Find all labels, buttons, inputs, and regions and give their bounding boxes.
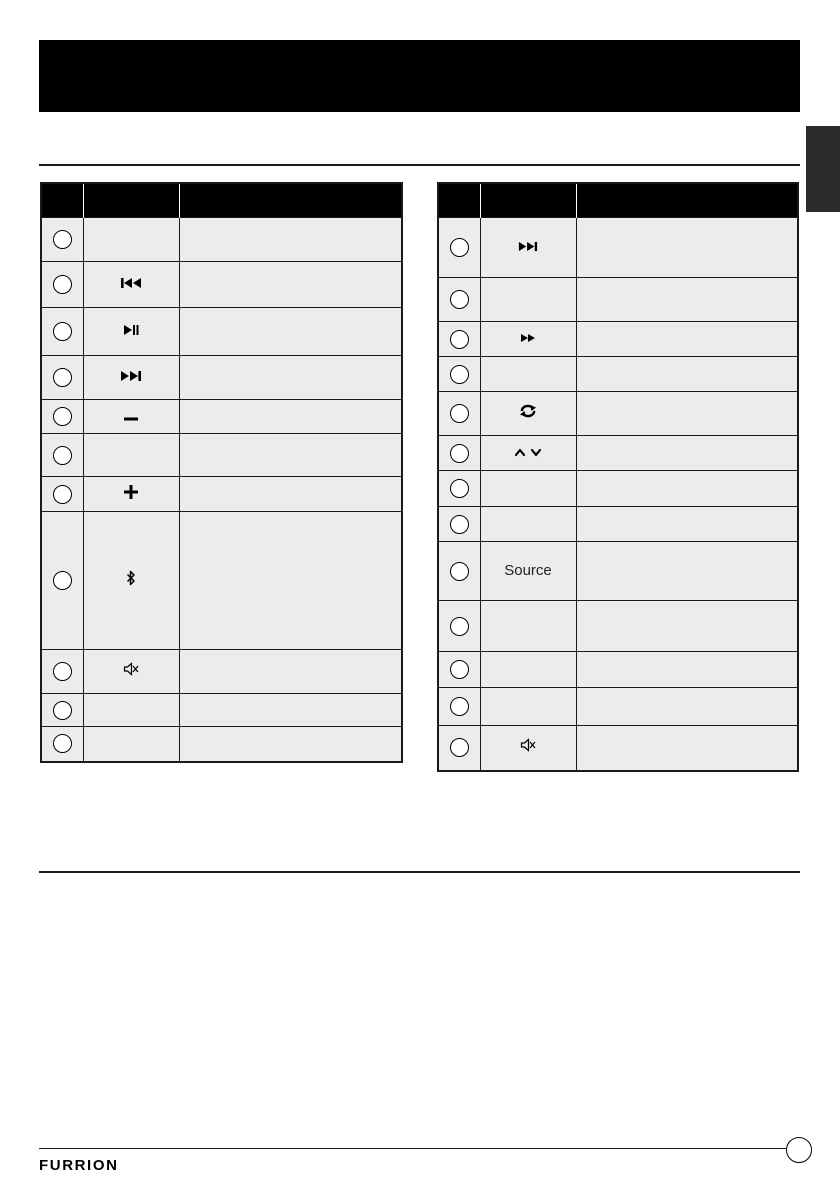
description-cell bbox=[576, 507, 798, 542]
top-divider bbox=[39, 164, 800, 166]
callout-circle bbox=[450, 660, 469, 679]
button-cell bbox=[480, 471, 576, 507]
callout-circle bbox=[450, 238, 469, 257]
table-row bbox=[41, 650, 402, 694]
repeat-icon bbox=[519, 404, 537, 418]
table-row bbox=[438, 471, 798, 507]
table-row bbox=[41, 262, 402, 308]
description-cell bbox=[576, 542, 798, 601]
description-cell bbox=[179, 694, 402, 727]
table-row bbox=[41, 400, 402, 434]
table-row bbox=[41, 356, 402, 400]
bluetooth-icon bbox=[126, 570, 136, 586]
description-cell bbox=[179, 434, 402, 477]
button-cell bbox=[480, 278, 576, 322]
table-row bbox=[41, 694, 402, 727]
table-row bbox=[41, 308, 402, 356]
section-divider bbox=[39, 871, 800, 873]
callout-circle bbox=[450, 479, 469, 498]
button-cell bbox=[480, 322, 576, 357]
description-cell bbox=[576, 218, 798, 278]
table-row bbox=[438, 726, 798, 771]
description-cell bbox=[576, 278, 798, 322]
button-cell bbox=[480, 392, 576, 436]
table-row bbox=[438, 601, 798, 652]
description-cell bbox=[576, 436, 798, 471]
description-cell bbox=[576, 392, 798, 436]
button-cell bbox=[480, 652, 576, 688]
callout-circle bbox=[53, 446, 72, 465]
description-cell bbox=[179, 727, 402, 762]
page-number-circle bbox=[786, 1137, 812, 1163]
table-row bbox=[438, 278, 798, 322]
button-cell bbox=[83, 434, 179, 477]
section-header-bar bbox=[39, 40, 800, 112]
description-cell bbox=[179, 218, 402, 262]
description-cell bbox=[179, 400, 402, 434]
button-cell bbox=[480, 507, 576, 542]
description-cell bbox=[179, 477, 402, 512]
button-cell bbox=[480, 726, 576, 771]
button-cell bbox=[480, 218, 576, 278]
callout-circle bbox=[450, 738, 469, 757]
description-cell bbox=[576, 601, 798, 652]
description-cell bbox=[179, 308, 402, 356]
description-cell bbox=[576, 688, 798, 726]
callout-circle bbox=[450, 444, 469, 463]
source-button-label: Source bbox=[504, 562, 552, 579]
table-row bbox=[438, 322, 798, 357]
table-row bbox=[41, 218, 402, 262]
description-cell bbox=[179, 512, 402, 650]
description-cell bbox=[576, 726, 798, 771]
callout-circle bbox=[450, 617, 469, 636]
callout-circle bbox=[53, 571, 72, 590]
table-row bbox=[438, 218, 798, 278]
description-cell bbox=[179, 356, 402, 400]
callout-circle bbox=[450, 365, 469, 384]
table-row bbox=[438, 357, 798, 392]
fast-forward-icon bbox=[520, 333, 536, 343]
table-row bbox=[438, 652, 798, 688]
control-table-right bbox=[437, 182, 799, 772]
table-row bbox=[438, 392, 798, 436]
table-row bbox=[438, 507, 798, 542]
callout-circle bbox=[450, 562, 469, 581]
mute-icon bbox=[123, 662, 139, 676]
callout-circle bbox=[53, 485, 72, 504]
minus-icon bbox=[123, 417, 139, 421]
button-cell bbox=[83, 262, 179, 308]
button-cell bbox=[480, 436, 576, 471]
callout-circle bbox=[53, 701, 72, 720]
table-header-row bbox=[41, 183, 402, 218]
up-down-arrows-icon bbox=[511, 447, 545, 457]
callout-circle bbox=[450, 697, 469, 716]
table-row bbox=[438, 542, 798, 601]
skip-forward-icon bbox=[120, 370, 142, 382]
table-row bbox=[41, 727, 402, 762]
description-cell bbox=[576, 652, 798, 688]
button-cell bbox=[480, 688, 576, 726]
callout-circle bbox=[450, 515, 469, 534]
callout-circle bbox=[53, 407, 72, 426]
button-cell bbox=[480, 601, 576, 652]
description-cell bbox=[576, 471, 798, 507]
description-cell bbox=[179, 262, 402, 308]
description-cell bbox=[576, 357, 798, 392]
table-row bbox=[41, 512, 402, 650]
callout-circle bbox=[450, 290, 469, 309]
skip-back-icon bbox=[120, 277, 142, 289]
button-cell bbox=[480, 542, 576, 601]
button-cell bbox=[83, 308, 179, 356]
table-row bbox=[41, 477, 402, 512]
furrion-logo: FURRION bbox=[39, 1157, 119, 1174]
header-button bbox=[83, 183, 179, 218]
button-cell bbox=[83, 512, 179, 650]
description-cell bbox=[576, 322, 798, 357]
table-header-row bbox=[438, 183, 798, 218]
plus-icon bbox=[123, 484, 139, 500]
mute-icon bbox=[520, 738, 536, 752]
header-number bbox=[438, 183, 480, 218]
header-description bbox=[576, 183, 798, 218]
button-cell bbox=[83, 727, 179, 762]
play-pause-icon bbox=[123, 324, 139, 336]
button-cell bbox=[83, 400, 179, 434]
description-cell bbox=[179, 650, 402, 694]
table-row bbox=[438, 688, 798, 726]
callout-circle bbox=[53, 275, 72, 294]
table-row bbox=[41, 434, 402, 477]
button-cell bbox=[83, 218, 179, 262]
callout-circle bbox=[53, 734, 72, 753]
button-cell bbox=[83, 694, 179, 727]
callout-circle bbox=[450, 404, 469, 423]
header-button bbox=[480, 183, 576, 218]
table-row bbox=[438, 436, 798, 471]
callout-circle bbox=[53, 230, 72, 249]
side-language-tab bbox=[806, 126, 840, 212]
header-description bbox=[179, 183, 402, 218]
button-cell bbox=[83, 477, 179, 512]
callout-circle bbox=[53, 368, 72, 387]
callout-circle bbox=[450, 330, 469, 349]
callout-circle bbox=[53, 322, 72, 341]
header-number bbox=[41, 183, 83, 218]
footer-divider bbox=[39, 1148, 787, 1149]
button-cell bbox=[83, 650, 179, 694]
button-cell bbox=[83, 356, 179, 400]
control-table-left bbox=[40, 182, 403, 763]
button-cell bbox=[480, 357, 576, 392]
callout-circle bbox=[53, 662, 72, 681]
skip-forward-icon bbox=[518, 241, 538, 252]
